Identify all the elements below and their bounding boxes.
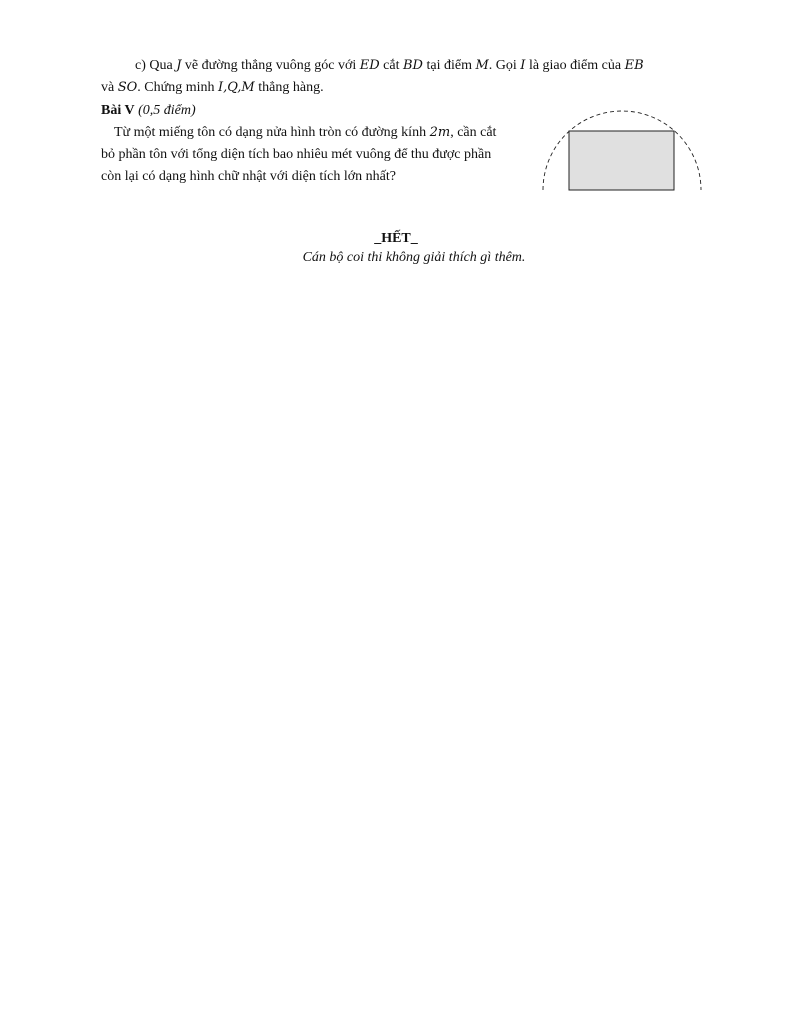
inscribed-rectangle	[569, 131, 674, 190]
text: là giao điểm của	[528, 58, 622, 73]
math-ED: ED	[359, 58, 380, 73]
bai5-points: (0,5 điểm)	[138, 103, 196, 118]
text: thẳng hàng.	[258, 80, 324, 95]
text: , cần cắt	[450, 125, 497, 140]
math-IQM: I,Q,M	[218, 80, 255, 95]
text: c) Qua	[135, 58, 173, 73]
bai5-heading	[101, 102, 196, 120]
text: Từ một miếng tôn có dạng nửa hình tròn có đường kính	[114, 125, 427, 140]
text: và	[101, 80, 115, 95]
part-c-line-2	[101, 79, 324, 97]
math-BD: BD	[403, 58, 423, 73]
text: tại điểm	[426, 58, 472, 73]
text: bỏ phần tôn với tổng diện tích bao nhiêu mét vuông để thu được phần	[101, 147, 492, 162]
bai5-line-1	[114, 124, 496, 142]
text: còn lại có dạng hình chữ nhật với diện tích lớn nhất?	[101, 169, 396, 184]
end-marker: _HẾT_	[374, 231, 418, 246]
text: cắt	[383, 58, 400, 73]
bai5-line-2	[101, 146, 491, 164]
text: . Gọi	[488, 58, 517, 73]
bai5-line-3	[101, 168, 396, 186]
math-2m: 2m	[429, 125, 451, 140]
text: . Chứng minh	[137, 80, 215, 95]
footer-note: Cán bộ coi thi không giải thích gì thêm.	[302, 250, 526, 265]
part-c-line-1	[135, 57, 644, 75]
math-EB: EB	[624, 58, 644, 73]
math-I: I	[520, 58, 526, 73]
bai5-title: Bài V	[101, 103, 135, 118]
math-M: M	[475, 58, 489, 73]
math-J: J	[176, 58, 182, 73]
math-SO: SO	[117, 80, 138, 95]
text: vẽ đường thẳng vuông góc với	[184, 58, 357, 73]
semicircle-rectangle-figure	[540, 110, 704, 194]
